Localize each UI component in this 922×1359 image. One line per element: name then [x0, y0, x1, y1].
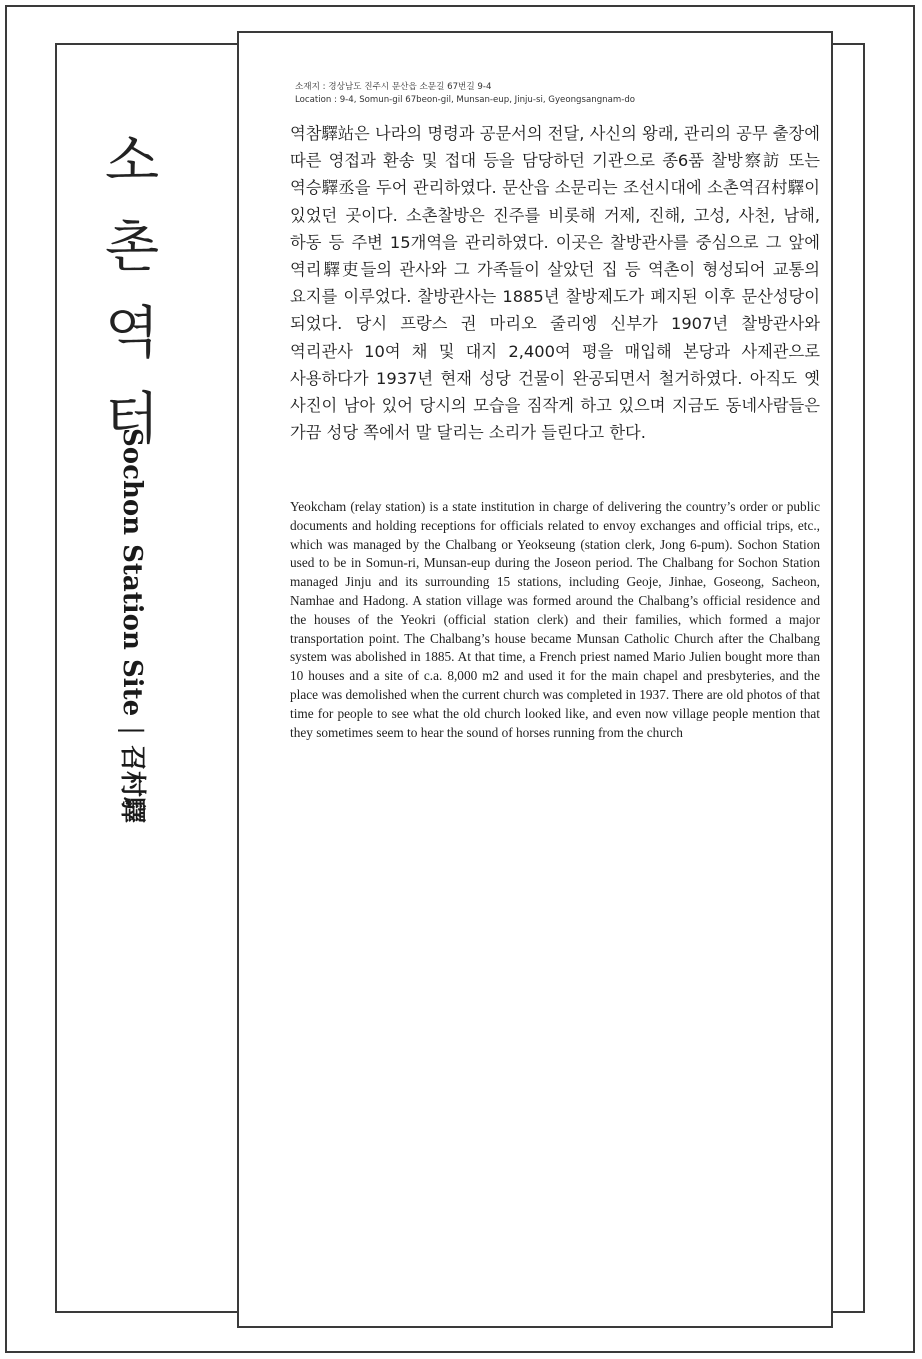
title-english-wrap: [113, 428, 151, 823]
title-korean: [92, 128, 172, 472]
title-english: Sochon Station Site: [117, 428, 147, 717]
title-hanja: 召村驛: [117, 744, 147, 823]
location-block: [295, 81, 815, 107]
title-char: 소: [104, 129, 160, 194]
title-char: 촌: [104, 215, 160, 280]
title-separator: |: [117, 726, 147, 735]
title-char: 역: [104, 301, 160, 366]
location-korean: 소재지 : 경상남도 진주시 문산읍 소문길 67번길 9-4: [295, 82, 492, 92]
title-english-vertical: [113, 428, 151, 823]
title-char: 터: [104, 387, 160, 452]
body-english: Yeokcham (relay station) is a state institution in charge of delivering the country’s order or public documents and holding receptions for officials related to envoy exchanges and official trips, etc., which was managed by the Chalbang or Yeokseung (station clerk, Jong 6-pum). Sochon Station used to be in Somun-ri, Munsan-eup during the Joseon period. The Chalbang for Sochon Station managed Jinju and its surrounding 15 stations, including Geoje, Jinhae, Goseong, Sacheon, Namhae and Hadong. A station village was formed around the Chalbang’s official residence and the houses of the Yeokri (official station clerk) and their families, which formed a major transportation point. The Chalbang’s house became Munsan Catholic Church after the Chalbang system was abolished in 1885. At that time, a French priest named Mario Julien bought more than 10 houses and a site of c.a. 8,000 m2 and used it for the main chapel and presbyteries, and the place was demolished when the current church was completed in 1937. There are old photos of that time for people to see what the old church looked like, and even now village people mention that they sometimes seem to hear the sound of horses running from the church: [290, 499, 820, 740]
location-english: Location : 9-4, Somun-gil 67beon-gil, Munsan-eup, Jinju-si, Gyeongsangnam-do: [295, 95, 636, 105]
body-korean: 역참驛站은 나라의 명령과 공문서의 전달, 사신의 왕래, 관리의 공무 출장에 따른 영접과 환송 및 접대 등을 담당하던 기관으로 종6품 찰방察訪 또는 역승驛丞을 두어 관리하였다. 문산읍 소문리는 조선시대에 소촌역召村驛이 있었던 곳이다. 소촌찰방은 진주를 비롯해 거제, 진해, 고성, 사천, 남해, 하동 등 주변 15개역을 관리하였다. 이곳은 찰방관사를 중심으로 그 앞에 역리驛吏들의 관사와 그 가족들이 살았던 집 등 역촌이 형성되어 교통의 요지를 이루었다. 찰방관사는 1885년 찰방제도가 폐지된 이후 문산성당이 되었다. 당시 프랑스 권 마리오 줄리엥 신부가 1907년 찰방관사와 역리관사 10여 채 및 대지 2,400여 평을 매입해 본당과 사제관으로 사용하다가 1937년 현재 성당 건물이 완공되면서 철거하였다. 아직도 옛 사진이 남아 있어 당시의 모습을 짐작게 하고 있으며 지금도 동네사람들은 가끔 성당 쪽에서 말 달리는 소리가 들린다고 한다.: [290, 124, 820, 443]
